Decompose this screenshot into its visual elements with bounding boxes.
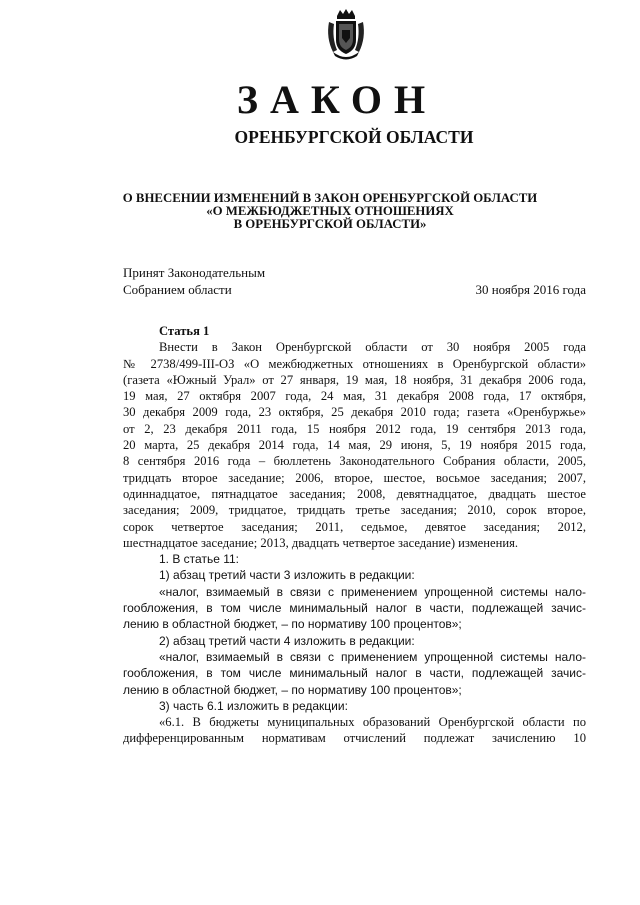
adoption-block — [123, 264, 586, 298]
quote-line: лению в областной бюджет, – по нормативу 100 процентов»; — [123, 682, 462, 697]
law-heading — [60, 192, 600, 231]
article-line: 8 сентября 2016 года – бюллетень Законодательного Собрания области, 2005, — [123, 454, 586, 469]
adopted-line: Собранием области — [123, 282, 232, 297]
quote-line: гообложения, в том числе минимальный налог в части, подлежащей зачис- — [123, 601, 586, 616]
article-line: от 2, 23 декабря 2011 года, 15 ноября 2012 года, 19 сентября 2013 года, — [123, 421, 586, 436]
article-line: 19 мая, 27 октября 2007 года, 24 мая, 31 декабря 2008 года, 17 октября, — [123, 389, 586, 404]
subitem-2: 2) абзац третий части 4 изложить в редакции: — [159, 633, 415, 648]
article-line: заседания; 2009, тридцатое, тридцать третье заседания; 2010, сорок второе, — [123, 503, 586, 518]
heading-line: В ОРЕНБУРГСКОЙ ОБЛАСТИ» — [233, 217, 427, 231]
article-line: (газета «Южный Урал» от 27 января, 19 мая, 18 ноября, 31 декабря 2006 года, — [123, 372, 586, 387]
article-line: 30 декабря 2009 года, 23 октября, 25 декабря 2010 года; газета «Оренбуржье» — [123, 405, 586, 420]
region-subtitle: ОРЕНБУРГСКОЙ ОБЛАСТИ — [234, 127, 474, 147]
article-line: сорок четвертое заседания; 2011, седьмое, девятое заседания; 2012, — [123, 519, 586, 534]
subitem-1: 1) абзац третий части 3 изложить в редакции: — [159, 568, 415, 583]
adoption-date: 30 ноября 2016 года — [475, 282, 586, 297]
article-line: № 2738/499-III-ОЗ «О межбюджетных отношениях в Оренбургской области» — [123, 356, 586, 371]
quote-line: лению в областной бюджет, – по нормативу 100 процентов»; — [123, 617, 462, 632]
quote-line: «6.1. В бюджеты муниципальных образований Оренбургской области по — [159, 715, 586, 730]
quote-line: дифференцированным нормативам отчислений подлежат зачислению 10 — [123, 731, 586, 746]
quote-line: «налог, взимаемый в связи с применением упрощенной системы нало- — [159, 584, 586, 599]
item-1: 1. В статье 11: — [159, 552, 239, 567]
law-title: ЗАКОН — [236, 77, 438, 122]
article-body — [123, 323, 586, 747]
article-line: шестнадцатое заседание; 2013, двадцать четвертое заседание) изменения. — [123, 535, 519, 550]
quote-line: гообложения, в том числе минимальный налог в части, подлежащей зачис- — [123, 666, 586, 681]
subitem-3: 3) часть 6.1 изложить в редакции: — [159, 698, 348, 713]
article-line: Внести в Закон Оренбургской области от 30 ноября 2005 года — [159, 340, 586, 355]
article-line: 20 марта, 25 декабря 2014 года, 14 мая, 29 июня, 5, 19 ноября 2015 года, — [123, 438, 586, 453]
heading-line: «О МЕЖБЮДЖЕТНЫХ ОТНОШЕНИЯХ — [206, 204, 454, 218]
adopted-line: Принят Законодательным — [123, 265, 266, 280]
article-line: тридцать второе заседание; 2006, второе, шестое, восьмое заседания; 2007, — [123, 470, 586, 485]
article-title: Статья 1 — [159, 324, 210, 338]
article-line: одиннадцатое, пятнадцатое заседания; 2008, девятнадцатое, двадцать шестое — [123, 486, 586, 501]
heading-line: О ВНЕСЕНИИ ИЗМЕНЕНИЙ В ЗАКОН ОРЕНБУРГСКОЙ ОБЛАСТИ — [122, 191, 538, 205]
quote-line: «налог, взимаемый в связи с применением упрощенной системы нало- — [159, 649, 586, 664]
coat-of-arms-emblem — [325, 8, 367, 62]
